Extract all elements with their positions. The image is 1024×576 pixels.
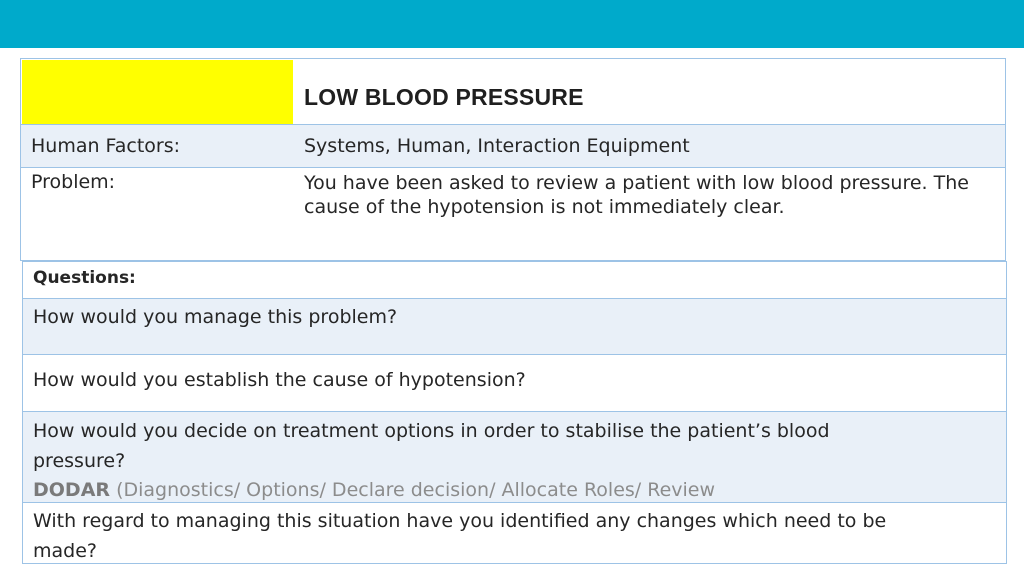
top-banner	[0, 0, 1024, 48]
problem-label: Problem:	[31, 171, 116, 193]
question-1: How would you manage this problem?	[33, 306, 398, 328]
question-4-line-1: With regard to managing this situation have you identified any changes which need to be	[33, 510, 887, 532]
dodar-note	[33, 479, 715, 501]
question-3-line-2: pressure?	[33, 450, 126, 472]
question-row-1	[23, 298, 1006, 354]
question-row-2	[23, 354, 1006, 411]
dodar-text: (Diagnostics/ Options/ Declare decision/ Allocate Roles/ Review	[116, 479, 716, 501]
human-factors-row	[21, 124, 1005, 168]
question-3-line-1: How would you decide on treatment options in order to stabilise the patient’s blood	[33, 420, 830, 442]
human-factors-value: Systems, Human, Interaction Equipment	[304, 135, 690, 157]
question-row-4	[23, 502, 1006, 563]
dodar-label: DODAR	[33, 479, 111, 501]
questions-heading: Questions:	[33, 268, 136, 288]
scenario-table	[20, 58, 1006, 261]
questions-table	[22, 261, 1007, 564]
question-4-line-2: made?	[33, 540, 97, 562]
human-factors-label: Human Factors:	[31, 135, 181, 157]
problem-value: You have been asked to review a patient with low blood pressure. The cause of the hypotension is not immediately clear.	[304, 172, 969, 218]
question-2: How would you establish the cause of hypotension?	[33, 369, 526, 391]
page-title: LOW BLOOD PRESSURE	[304, 84, 584, 110]
question-row-3	[23, 411, 1006, 502]
highlight-cell	[22, 60, 293, 124]
questions-header-row	[23, 261, 1006, 298]
